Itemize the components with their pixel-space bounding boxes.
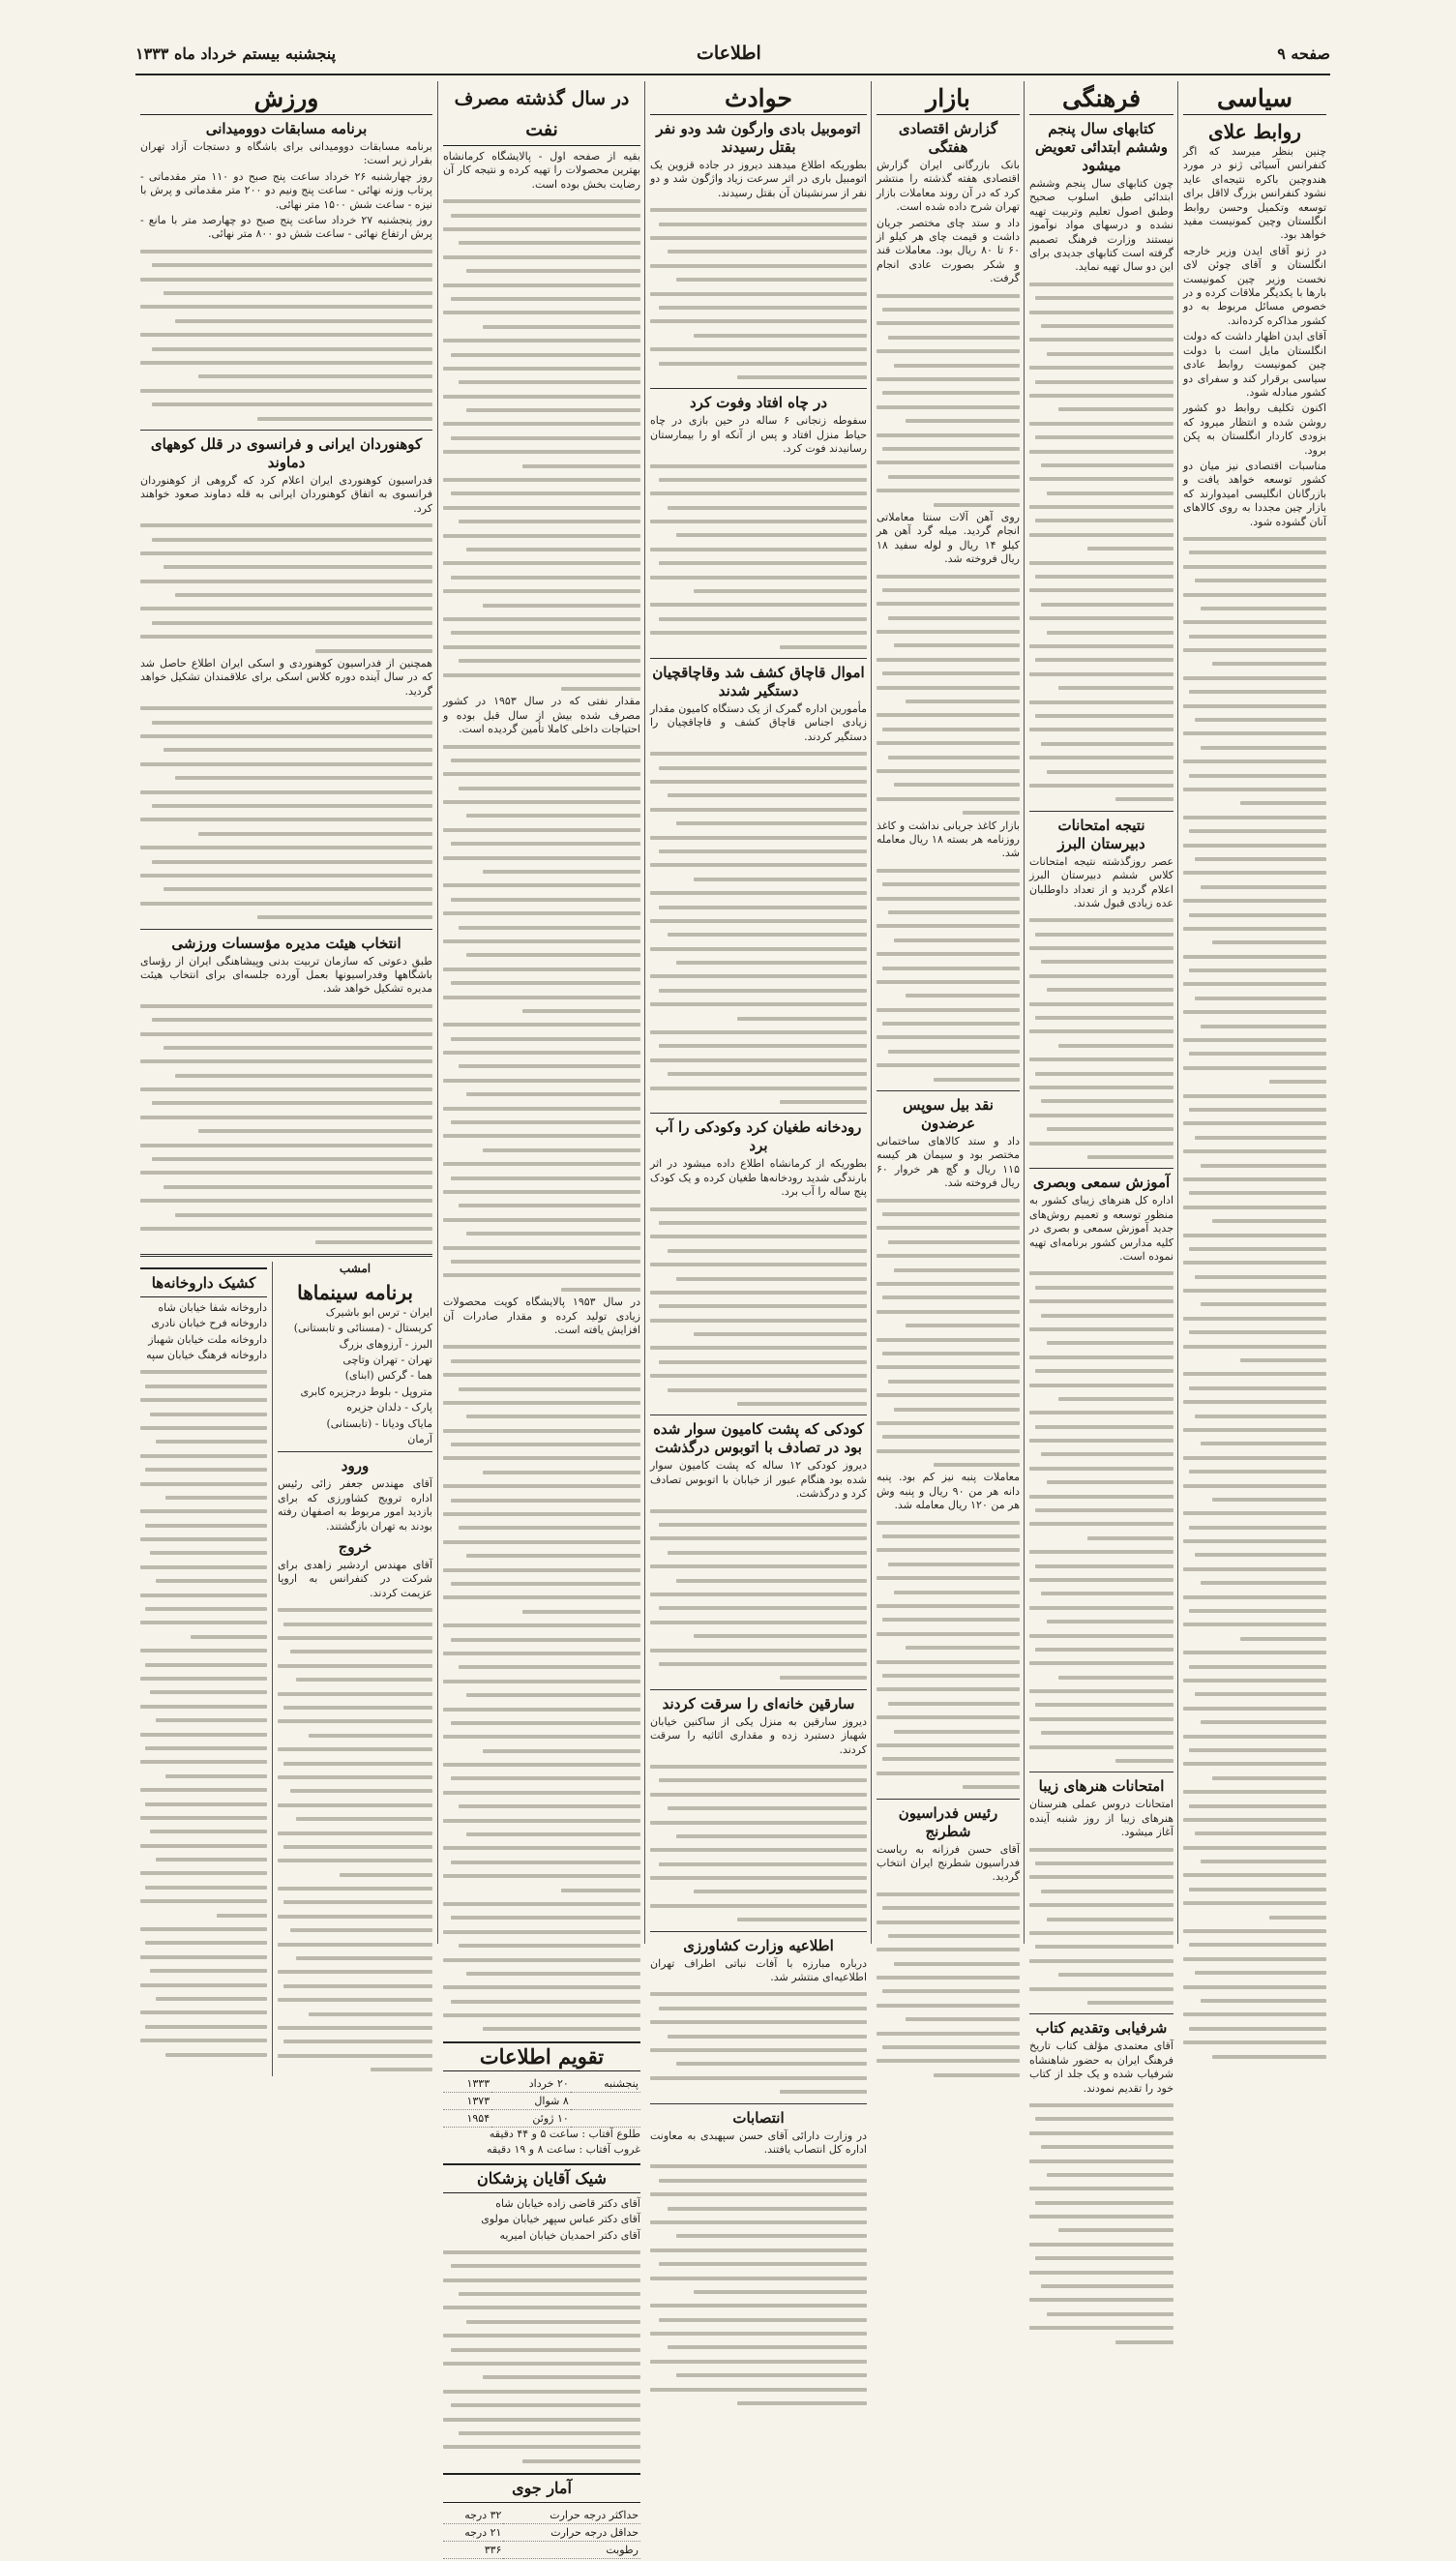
table-cell: ۱۹۵۴: [443, 2109, 491, 2127]
column-sports: [135, 81, 437, 1944]
paragraph: در سال ۱۹۵۳ پالایشگاه کویت محصولات زیادی تولید کرده و مقدار صادرات آن افزایش یافته است.: [443, 1295, 640, 1336]
paragraph: چون کتابهای سال پنجم وششم ابتدائی طبق اسلوب صحیح وطبق اصول تعلیم وتربیت تهیه نشده و درسهای مواد نوآموز نیستند وزارت فرهنگ تصمیم گرفته است کتابهای جدیدی برای این دو سال تهیه نماید.: [1029, 177, 1174, 274]
table-cell: ۳۲ درجه: [443, 2507, 503, 2524]
headline: انتصابات: [732, 2108, 785, 2127]
paragraph: بطوریکه اطلاع میدهند دیروز در جاده قزوین یک اتومبیل باری در اثر سرعت زیاد واژگون شد و دو نفر از سرنشینان آن بقتل رسیدند.: [650, 159, 867, 199]
continued-text: [877, 1193, 1020, 1472]
continued-text: [443, 739, 640, 1296]
paragraph: آقای حسن فرزانه به ریاست فدراسیون شطرنج ایران انتخاب گردید.: [877, 1842, 1020, 1884]
table-row: [443, 2542, 640, 2559]
paragraph: داد و ستد چای مختصر جریان داشت و قیمت چای هر کیلو از ۶۰ تا ۸۰ ریال بود. معاملات قند و شکر بصورت عادی انجام گرفت.: [877, 216, 1020, 285]
continued-text: [877, 1887, 1020, 2081]
paragraph: مقدار نفتی که در سال ۱۹۵۳ در کشور مصرف شده بیش از سال قبل بوده و احتیاجات داخلی کاملا تأمین گردیده است.: [443, 695, 640, 736]
paragraph: اکنون تکلیف روابط دو کشور روشن شده و انتظار میرود که بزودی کاردار انگلستان به پکن برود.: [1183, 402, 1326, 457]
list-item: آرمان: [407, 1433, 432, 1446]
list-item: کریستال - (مسنائی و تابستانی): [293, 1322, 432, 1335]
list-item: پارک - دلدان جزیره: [346, 1401, 432, 1415]
paragraph: معاملات پنبه نیز کم بود. پنبه دانه هر من ۹۰ ریال و پنبه وش هر من ۱۲۰ ریال معامله شد.: [877, 1471, 1020, 1512]
headline: انتخاب هیئت مدیره مؤسسات ورزشی: [171, 934, 401, 952]
list-item: متروپل - بلوط درجزیره کابری: [300, 1385, 432, 1398]
continued-text: [278, 1602, 432, 2075]
paragraph: آقای مهندس جعفر زائی رئیس اداره ترویج کشاورزی که برای بازدید امور مربوط به اصفهان رفته بودند به تهران بازگشتند.: [278, 1477, 432, 1533]
headline: کتابهای سال پنجم وششم ابتدائی تعویض میشود: [1035, 120, 1168, 174]
continued-text: [877, 569, 1020, 819]
continued-text: [443, 1339, 640, 2036]
section-title: ورزش: [140, 83, 432, 115]
table-cell: [571, 2092, 640, 2109]
paragraph: فدراسیون کوهنوردی ایران اعلام کرد که گروهی از کوهنوردان فرانسوی به اتفاق کوهنوردان ایرانی به قله دماوند صعود خواهند کرد.: [140, 473, 432, 515]
paragraph: برنامه مسابقات دوومیدانی برای باشگاه و دستجات آزاد تهران بقرار زیر است:: [140, 140, 432, 167]
list-item: تهران - تهران وتاچی: [342, 1353, 432, 1366]
table-row: [443, 2075, 640, 2093]
continued-text: [1029, 2098, 1174, 2348]
cinema-title: برنامه سینماها: [297, 1280, 413, 1304]
list-item: داروخانه فرح خیابان نادری: [151, 1317, 267, 1330]
table-row: [443, 2524, 640, 2542]
table-cell: ۲۱ درجه: [443, 2524, 503, 2542]
weather-table: [443, 2507, 640, 2559]
table-cell: ۲۰ خرداد: [491, 2075, 571, 2093]
paragraph: مأمورین اداره گمرک از یک دستگاه کامیون مقدار زیادی اجناس قاچاق کشف و قاچاقچیان را دستگیر کردند.: [650, 701, 867, 743]
column-oil: [437, 81, 645, 2557]
sunrise-time: طلوع آفتاب : ساعت ۵ و ۴۴ دقیقه: [489, 2127, 640, 2140]
continued-text: [443, 2245, 640, 2467]
column-culture: [1024, 81, 1178, 2095]
continued-text: [877, 863, 1020, 1086]
headline: کوهنوردان ایرانی و فرانسوی در قلل کوههای دماوند: [150, 434, 423, 471]
continued-text: [650, 1759, 867, 1926]
headline: رودخانه طغیان کرد وکودکی را آب برد: [655, 1118, 862, 1155]
section-title: حوادث: [650, 83, 867, 115]
list-item: داروخانه ملت خیابان شهباز: [148, 1332, 267, 1346]
paragraph: روی آهن آلات سنتا معاملاتی انجام گردید. میله گرد آهن هر کیلو ۱۴ ریال و لوله سفید ۱۸ ریال فروخته شد.: [877, 510, 1020, 566]
continued-text: [650, 202, 867, 383]
masthead: [135, 41, 1330, 75]
doctors-title: شیک آقایان پزشکان: [443, 2163, 640, 2193]
page-number: صفحه ۹: [1277, 45, 1330, 63]
table-cell: ۳۳۶: [443, 2542, 503, 2559]
paragraph: سفوطه زنجانی ۶ ساله در حین بازی در چاه حیاط منزل افتاد و پس از آنکه او را بیمارستان رسانیدند فوت کرد.: [650, 414, 867, 456]
headline: آموزش سمعی وبصری: [1032, 1174, 1171, 1192]
continued-text: [650, 459, 867, 653]
paragraph: آقای معتمدی مؤلف کتاب تاریخ فرهنگ ایران به حضور شاهنشاه شرفیاب شده و یک جلد از کتاب خود را تقدیم نمودند.: [1029, 2040, 1174, 2095]
paragraph: عصر روزگذشته نتیجه امتحانات کلاس ششم دبیرستان البرز اعلام گردید و از تعداد داوطلبان عده زیادی قبول شدند.: [1029, 854, 1174, 909]
paragraph: آقای مهندس اردشیر زاهدی برای شرکت در کنفرانس به اروپا عزیمت کردند.: [278, 1559, 432, 1599]
pharmacy-box: [140, 1262, 272, 2076]
headline: برنامه مسابقات دوومیدانی: [205, 120, 368, 137]
continued-text: [877, 288, 1020, 511]
paragraph: بانک بازرگانی ایران گزارش اقتصادی هفته گذشته را منتشر کرد که در آن روند معاملات بازار تهران شرح داده شده است.: [877, 159, 1020, 214]
headline: اتوموبیل بادی وارگون شد ودو نفر بقتل رسیدند: [656, 120, 861, 156]
continued-text: [140, 518, 432, 657]
continued-text: [1029, 1266, 1174, 1767]
paragraph: در وزارت دارائی آقای حسن سپهبدی به معاونت اداره کل انتصاب یافتند.: [650, 2129, 867, 2156]
paragraph: امتحانات دروس عملی هنرستان هنرهای زیبا از روز شنبه آینده آغاز میشود.: [1029, 1798, 1174, 1839]
continued-text: [877, 1515, 1020, 1794]
continued-text: [140, 998, 432, 1249]
headline: رئیس فدراسیون شطرنج: [898, 1803, 998, 1840]
headline: کودکی که پشت کامیون سوار شده بود در تصادف با اتوبوس درگذشت: [653, 1420, 864, 1457]
list-item: البرز - آرزوهای بزرگ: [339, 1337, 432, 1351]
table-row: [443, 2109, 640, 2127]
table-cell: ۱۳۳۳: [443, 2075, 491, 2093]
paragraph: دیروز سارقین به منزل یکی از ساکنین خیابان شهباز دستبرد زده و مقداری اثاثیه را سرقت کردند.: [650, 1714, 867, 1756]
table-row: [443, 2507, 640, 2524]
table-cell: پنجشنبه: [571, 2075, 640, 2093]
continued-text: [650, 1986, 867, 2098]
sports-lower: [140, 1262, 432, 2076]
headline: سارقین خانه‌ای را سرقت کردند: [662, 1694, 855, 1712]
headline: اطلاعیه وزارت کشاورزی: [683, 1936, 834, 1954]
section-title: فرهنگی: [1029, 83, 1174, 115]
headline: گزارش اقتصادی هفتگی: [898, 120, 998, 156]
paragraph: آقای ایدن اظهار داشت که دولت انگلستان مایل است با دولت چین کمونیست روابط عادی سیاسی برقرار کند و سفرای دو کشور مبادله شود.: [1183, 330, 1326, 399]
table-cell: حداکثر درجه حرارت: [503, 2507, 640, 2524]
list-item: آقای دکتر احمدیان خیابان امیریه: [499, 2228, 640, 2242]
headline: نتیجه امتحانات دبیرستان البرز: [1057, 816, 1145, 852]
table-cell: ۸ شوال: [491, 2092, 571, 2109]
issue-date: پنجشنبه بیستم خرداد ماه ۱۳۳۳: [135, 45, 337, 63]
paragraph: چنین بنظر میرسد که اگر کنفرانس آسیائی ژنو در مورد هندوچین باکره نتیجه‌ای عاید نشود کنفرانس بزرگ لااقل برای توسعه وتکمیل وحسن روابط انگلستان وچین کمونیست مفید خواهد بود.: [1183, 145, 1326, 242]
continued-text: [140, 700, 432, 923]
list-item: داروخانه فرهنگ خیابان سپه: [146, 1348, 267, 1361]
list-item: آقای دکتر عباس سپهر خیابان مولوی: [481, 2213, 640, 2226]
continued-text: [140, 244, 432, 425]
paragraph: طبق دعوتی که سازمان تربیت بدنی وپیشاهنگی ایران از رؤسای باشگاهها وفدراسیونها بعمل آورده جلسه‌ای برای انتخاب هیئت مدیره تشکیل خواهد شد.: [140, 954, 432, 996]
continued-text: [650, 746, 867, 1108]
section-title: سیاسی: [1183, 83, 1326, 115]
continued-text: [1029, 277, 1174, 806]
continued-text: [650, 1202, 867, 1411]
headline: در چاه افتاد وفوت کرد: [689, 394, 827, 412]
section-title: بازار: [877, 83, 1020, 115]
column-politics: [1177, 81, 1331, 1944]
paragraph: داد و ستد کالاهای ساختمانی مختصر بود و سیمان هر کیسه ۱۱۵ ریال و گچ هر خروار ۶۰ ریال فروخته شد.: [877, 1135, 1020, 1190]
list-item: هما - گرکس (ابنای): [344, 1369, 432, 1383]
paragraph: بطوریکه از کرمانشاه اطلاع داده میشود در اثر بارندگی شدید رودخانه‌ها طغیان کرده و یک کودک پنج ساله را آب برد.: [650, 1157, 867, 1199]
list-item: داروخانه شفا خیابان شاه: [158, 1300, 267, 1314]
newspaper-name: اطلاعات: [697, 43, 761, 64]
table-cell: [571, 2109, 640, 2127]
table-cell: رطوبت: [503, 2542, 640, 2559]
headline: امتحانات هنرهای زیبا: [1038, 1777, 1165, 1796]
table-row: [443, 2092, 640, 2109]
continued-text: [650, 1504, 867, 1684]
continued-text: [140, 1364, 267, 2061]
list-item: ایران - ترس ابو باشیرک: [325, 1305, 432, 1319]
column-market: [871, 81, 1025, 1944]
pharmacies-title: کشیک داروخانه‌ها: [140, 1267, 267, 1297]
section-title: در سال گذشته مصرف نفت: [443, 83, 640, 146]
paragraph: روز پنجشنبه ۲۷ خرداد ساعت پنج صبح دو چهارصد متر با مانع - پرش ارتفاع نهائی - ساعت شش دو ۸۰۰ متر نهائی.: [140, 214, 432, 241]
calendar-title: تقویم اطلاعات: [443, 2041, 640, 2071]
continued-text: [1029, 1842, 1174, 2010]
paragraph: بقیه از صفحه اول - پالایشگاه کرمانشاه بهترین محصولات را تهیه کرده و نتیجه کار آن رضایت بخش بوده است.: [443, 150, 640, 191]
headline: شرفیابی وتقدیم کتاب: [1035, 2019, 1168, 2038]
paragraph: روز چهارشنبه ۲۶ خرداد ساعت پنج صبح دو ۱۱۰ متر مقدماتی - پرتاب وزنه نهائی - ساعت پنج ونیم دو ۲۰۰ متر مقدماتی و پرش با نیزه - ساعت شش ۱۵۰۰ متر نهائی.: [140, 169, 432, 211]
columns: [135, 81, 1330, 2557]
table-cell: حداقل درجه حرارت: [503, 2524, 640, 2542]
departures-title: خروج: [338, 1538, 372, 1557]
table-cell: ۱۳۷۳: [443, 2092, 491, 2109]
headline: روابط علاى: [1208, 120, 1301, 143]
paragraph: در ژنو آقای ایدن وزیر خارجه انگلستان و آقای چوئن لای نخست وزیر چین کمونیست بارها با یکدیگر ملاقات کرده و در خصوص مسائل مربوط به دو کشور مذاکره کرده‌اند.: [1183, 244, 1326, 327]
weather-title: آمار جوی: [443, 2473, 640, 2503]
arrivals-title: ورود: [341, 1457, 370, 1475]
paragraph: دیروز کودکی ۱۲ ساله که پشت کامیون سوار شده بود هنگام عبور از خیابان با اتوبوس تصادف کرد و درگذشت.: [650, 1459, 867, 1501]
paragraph: اداره کل هنرهای زیبای کشور به منظور توسعه و تعمیم روش‌های جدید آموزش سمعی و بصری در کلیه مدارس کشور برنامه‌ای تهیه نموده است.: [1029, 1194, 1174, 1263]
cinema-box: [272, 1262, 432, 2076]
calendar-table: [443, 2075, 640, 2128]
paragraph: بازار کاغذ جریانی نداشت و کاغذ روزنامه هر بسته ۱۸ ریال معامله شد.: [877, 819, 1020, 860]
cinema-tonight: امشب: [339, 1261, 371, 1275]
paragraph: درباره مبارزه با آفات نباتی اطراف تهران اطلاعیه‌ای منتشر شد.: [650, 1956, 867, 1984]
continued-text: [1183, 531, 1326, 2063]
paragraph: مناسبات اقتصادی نیز میان دو کشور توسعه خواهد یافت و بازرگانان انگلیسی امیدوارند که بازار چین مجددا به روی کالاهای آنان گشوده شود.: [1183, 459, 1326, 528]
column-incidents: [644, 81, 872, 2156]
headline: نقد بیل سوپس عرضدون: [903, 1096, 994, 1133]
list-item: مایاک ودیانا - (تابستانی): [326, 1416, 432, 1430]
paragraph: همچنین از فدراسیون کوهنوردی و اسکی ایران اطلاع حاصل شد که در سال آینده دوره کلاس اسکی برای علاقمندان تشکیل خواهد گردید.: [140, 657, 432, 698]
sunset-time: غروب آفتاب : ساعت ۸ و ۱۹ دقیقه: [487, 2143, 640, 2157]
continued-text: [443, 194, 640, 695]
list-item: آقای دکتر قاضی زاده خیابان شاه: [495, 2196, 640, 2210]
table-cell: ۱۰ ژوئن: [491, 2109, 571, 2127]
continued-text: [650, 2159, 867, 2409]
continued-text: [1029, 912, 1174, 1163]
headline: اموال قاچاق کشف شد وقاچاقچیان دستگیر شدند: [652, 663, 865, 700]
